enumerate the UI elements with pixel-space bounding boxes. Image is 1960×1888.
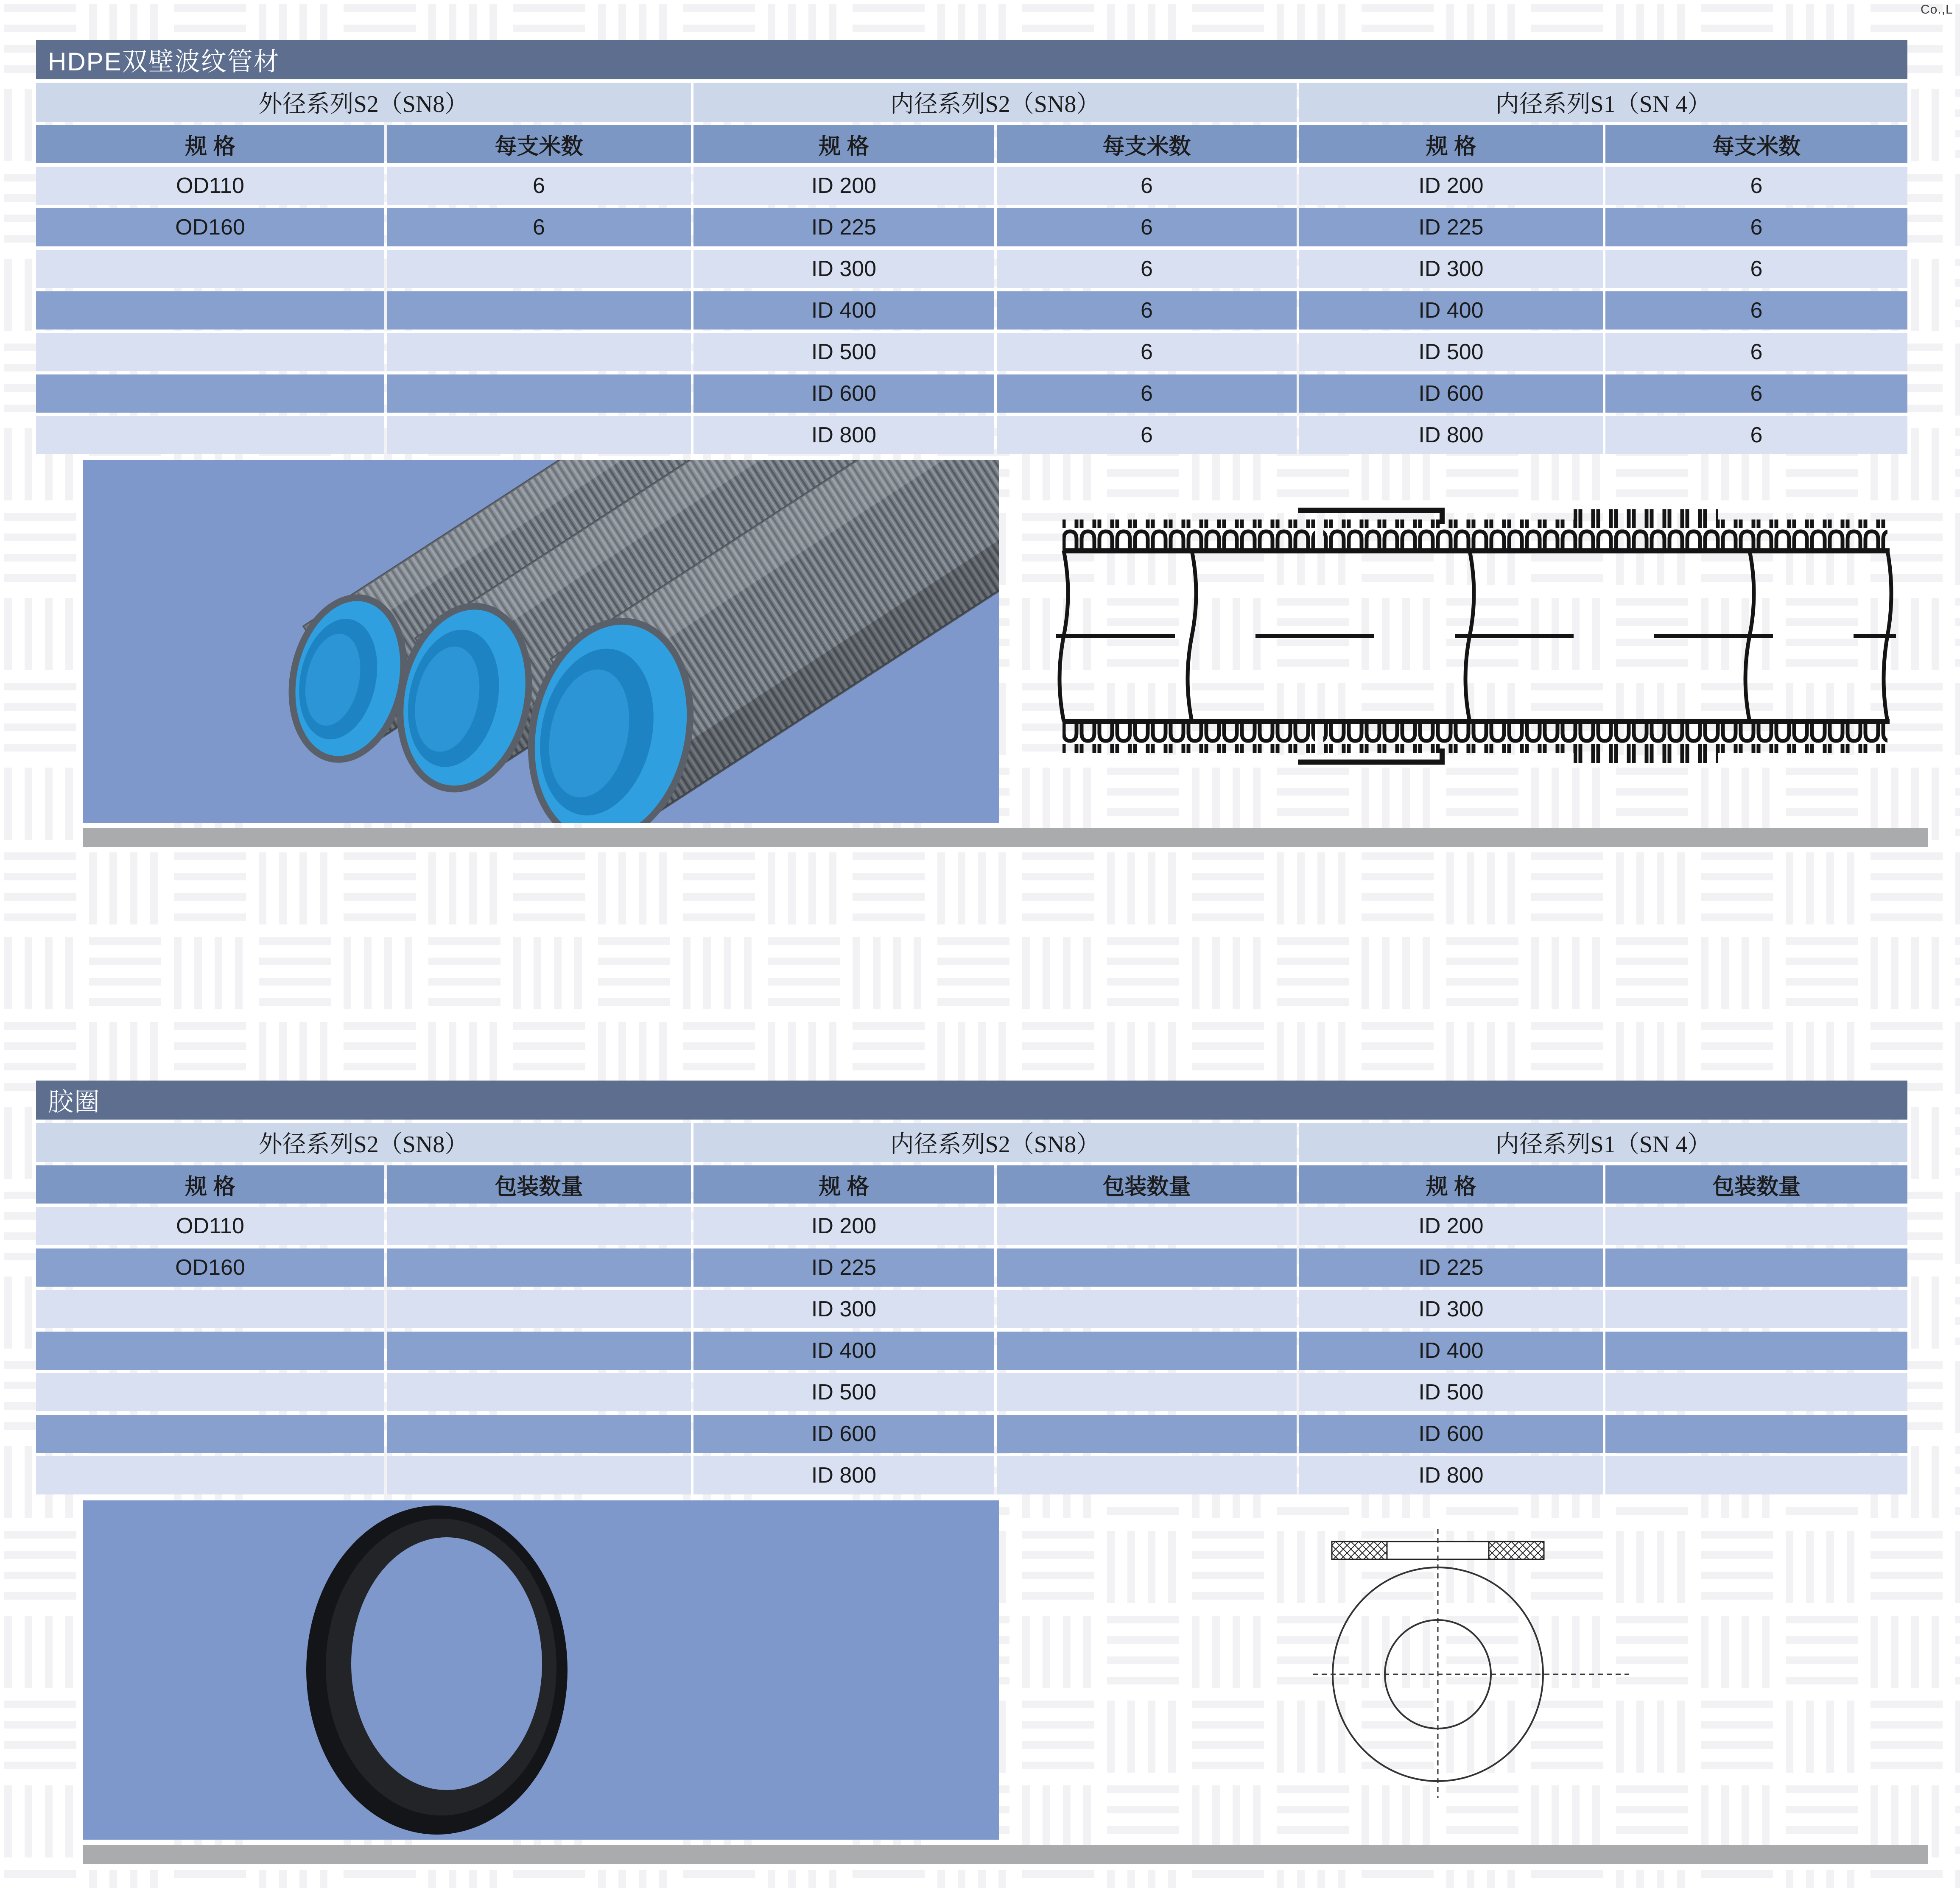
column-header: 规 格 <box>1299 1165 1603 1204</box>
spec-cell: ID 800 <box>1299 1456 1603 1494</box>
spec-cell <box>36 1456 384 1494</box>
spec-cell: ID 600 <box>1299 1415 1603 1453</box>
table2-title: 胶圈 <box>48 1088 101 1116</box>
qty-cell <box>387 1207 691 1245</box>
qty-cell: 6 <box>1605 208 1907 246</box>
spec-cell: ID 500 <box>693 1373 994 1411</box>
qty-cell <box>1605 1456 1907 1494</box>
spec-cell: ID 800 <box>693 1456 994 1494</box>
spec-cell <box>36 374 384 413</box>
spec-cell <box>36 1332 384 1370</box>
qty-cell <box>387 1290 691 1328</box>
qty-cell: 6 <box>387 167 691 205</box>
qty-cell: 6 <box>997 208 1297 246</box>
qty-cell: 6 <box>997 333 1297 371</box>
spec-cell: ID 800 <box>693 416 994 454</box>
qty-cell <box>387 1332 691 1370</box>
table1-title-bar <box>36 40 1907 79</box>
table2-group-id-s1: 内径系列S1（SN 4） <box>1299 1123 1907 1162</box>
column-header: 规 格 <box>36 125 384 163</box>
qty-cell: 6 <box>1605 416 1907 454</box>
qty-cell: 6 <box>1605 167 1907 205</box>
qty-cell <box>1605 1373 1907 1411</box>
table2-title-bar <box>36 1081 1907 1120</box>
table1-grid <box>36 125 1907 454</box>
section-divider <box>83 828 1928 847</box>
spec-cell: ID 400 <box>693 1332 994 1370</box>
spec-cell: ID 800 <box>1299 416 1603 454</box>
spec-cell <box>36 1415 384 1453</box>
spec-cell <box>36 416 384 454</box>
qty-cell <box>1605 1332 1907 1370</box>
spec-cell: ID 400 <box>693 291 994 330</box>
qty-cell: 6 <box>1605 333 1907 371</box>
qty-cell: 6 <box>997 167 1297 205</box>
column-header: 规 格 <box>1299 125 1603 163</box>
qty-cell <box>997 1415 1297 1453</box>
spec-cell: ID 200 <box>693 167 994 205</box>
pipe-joint-diagram <box>1043 494 1909 791</box>
qty-cell <box>387 1415 691 1453</box>
spec-cell: ID 500 <box>693 333 994 371</box>
spec-cell: ID 400 <box>1299 1332 1603 1370</box>
spec-cell: OD160 <box>36 1248 384 1287</box>
qty-cell <box>1605 1207 1907 1245</box>
qty-cell: 6 <box>1605 291 1907 330</box>
table1-group-od-s2: 外径系列S2（SN8） <box>36 83 691 122</box>
spec-cell: ID 200 <box>693 1207 994 1245</box>
spec-cell: ID 400 <box>1299 291 1603 330</box>
qty-cell: 6 <box>997 416 1297 454</box>
qty-cell <box>387 1373 691 1411</box>
qty-cell <box>1605 1290 1907 1328</box>
qty-cell <box>997 1248 1297 1287</box>
table1-group-header-row <box>36 83 1907 122</box>
table2-group-header-row <box>36 1123 1907 1162</box>
qty-cell <box>997 1290 1297 1328</box>
table2-group-od-s2: 外径系列S2（SN8） <box>36 1123 691 1162</box>
column-header: 每支米数 <box>1605 125 1907 163</box>
spec-cell: ID 225 <box>693 208 994 246</box>
spec-cell: ID 500 <box>1299 333 1603 371</box>
spec-cell <box>36 1290 384 1328</box>
table1-group-id-s2: 内径系列S2（SN8） <box>693 83 1297 122</box>
spec-cell: ID 225 <box>1299 1248 1603 1287</box>
column-header: 每支米数 <box>387 125 691 163</box>
spec-cell <box>36 1373 384 1411</box>
column-header: 规 格 <box>36 1165 384 1204</box>
spec-cell: ID 225 <box>1299 208 1603 246</box>
spec-cell <box>36 291 384 330</box>
qty-cell <box>387 374 691 413</box>
spec-cell: ID 500 <box>1299 1373 1603 1411</box>
spec-cell: OD110 <box>36 167 384 205</box>
qty-cell <box>387 291 691 330</box>
qty-cell: 6 <box>997 291 1297 330</box>
qty-cell <box>387 1248 691 1287</box>
spec-cell: ID 600 <box>693 374 994 413</box>
column-header: 规 格 <box>693 125 994 163</box>
qty-cell <box>387 333 691 371</box>
column-header: 包装数量 <box>1605 1165 1907 1204</box>
ring-diagram <box>1294 1522 1633 1811</box>
rubber-ring-photo <box>83 1500 999 1840</box>
spec-cell <box>36 333 384 371</box>
qty-cell: 6 <box>997 374 1297 413</box>
spec-cell: ID 225 <box>693 1248 994 1287</box>
corrugated-pipes-photo <box>83 460 999 823</box>
qty-cell <box>1605 1415 1907 1453</box>
corner-company-text: Co.,L <box>1921 3 1953 17</box>
qty-cell <box>387 416 691 454</box>
spec-cell: ID 600 <box>1299 374 1603 413</box>
qty-cell <box>387 1456 691 1494</box>
section-divider <box>83 1845 1928 1864</box>
spec-cell: OD160 <box>36 208 384 246</box>
table1-group-id-s1: 内径系列S1（SN 4） <box>1299 83 1907 122</box>
table2-grid <box>36 1165 1907 1494</box>
spec-cell: ID 300 <box>693 250 994 288</box>
qty-cell <box>387 250 691 288</box>
spec-cell: ID 200 <box>1299 1207 1603 1245</box>
qty-cell <box>1605 1248 1907 1287</box>
column-header: 包装数量 <box>387 1165 691 1204</box>
qty-cell: 6 <box>997 250 1297 288</box>
spec-cell: ID 300 <box>1299 1290 1603 1328</box>
table1-title: HDPE双壁波纹管材 <box>48 47 280 76</box>
qty-cell <box>997 1332 1297 1370</box>
qty-cell <box>997 1207 1297 1245</box>
spec-cell: OD110 <box>36 1207 384 1245</box>
qty-cell: 6 <box>1605 374 1907 413</box>
spec-cell: ID 300 <box>1299 250 1603 288</box>
qty-cell <box>997 1456 1297 1494</box>
column-header: 包装数量 <box>997 1165 1297 1204</box>
column-header: 每支米数 <box>997 125 1297 163</box>
qty-cell <box>997 1373 1297 1411</box>
qty-cell: 6 <box>1605 250 1907 288</box>
spec-cell: ID 600 <box>693 1415 994 1453</box>
spec-cell <box>36 250 384 288</box>
qty-cell: 6 <box>387 208 691 246</box>
spec-cell: ID 300 <box>693 1290 994 1328</box>
table2-group-id-s2: 内径系列S2（SN8） <box>693 1123 1297 1162</box>
spec-cell: ID 200 <box>1299 167 1603 205</box>
column-header: 规 格 <box>693 1165 994 1204</box>
